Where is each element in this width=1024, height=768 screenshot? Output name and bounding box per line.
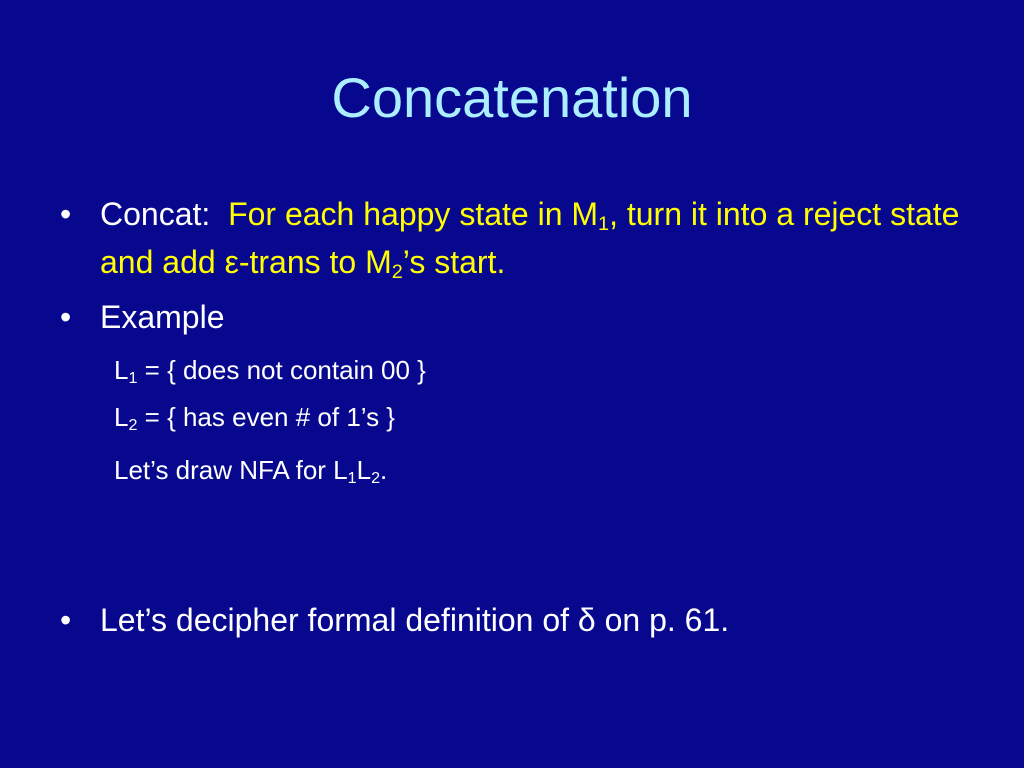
draw-text-a: Let’s draw NFA for L [114,455,348,485]
bullet-marker: • [60,602,72,638]
l1-sub: 1 [128,369,138,388]
example-l1 [114,350,426,390]
bullet-decipher [60,596,960,644]
l1-definition: = { does not contain 00 } [137,355,426,385]
example-label: Example [100,299,225,335]
l1-letter: L [114,355,129,385]
decipher-text: Let’s decipher formal definition of δ on p. 61. [100,602,730,638]
bullet-concat [60,190,960,286]
concat-definition [100,196,960,283]
example-draw-nfa [114,450,387,490]
bullet-marker: • [60,299,72,335]
concat-sub-2: 2 [391,260,403,283]
l2-definition: = { has even # of 1’s } [137,402,395,432]
draw-sub-1: 1 [347,469,357,488]
concat-label: Concat: [100,196,211,232]
example-l2 [114,397,395,437]
concat-text-c: ’s start. [402,244,506,280]
draw-sub-2: 2 [371,469,381,488]
bullet-concat-text [100,190,960,286]
l2-sub: 2 [128,416,138,435]
concat-text-b: , turn it into a reject state and add ε-trans to M [100,196,960,280]
draw-text-b: L [356,455,372,485]
bullet-marker: • [60,196,72,232]
concat-sub-1: 1 [598,212,610,235]
slide-title: Concatenation [331,66,693,129]
bullet-example [60,293,960,341]
concat-text-a: For each happy state in M [228,196,599,232]
draw-text-c: . [380,455,388,485]
l2-letter: L [114,402,129,432]
